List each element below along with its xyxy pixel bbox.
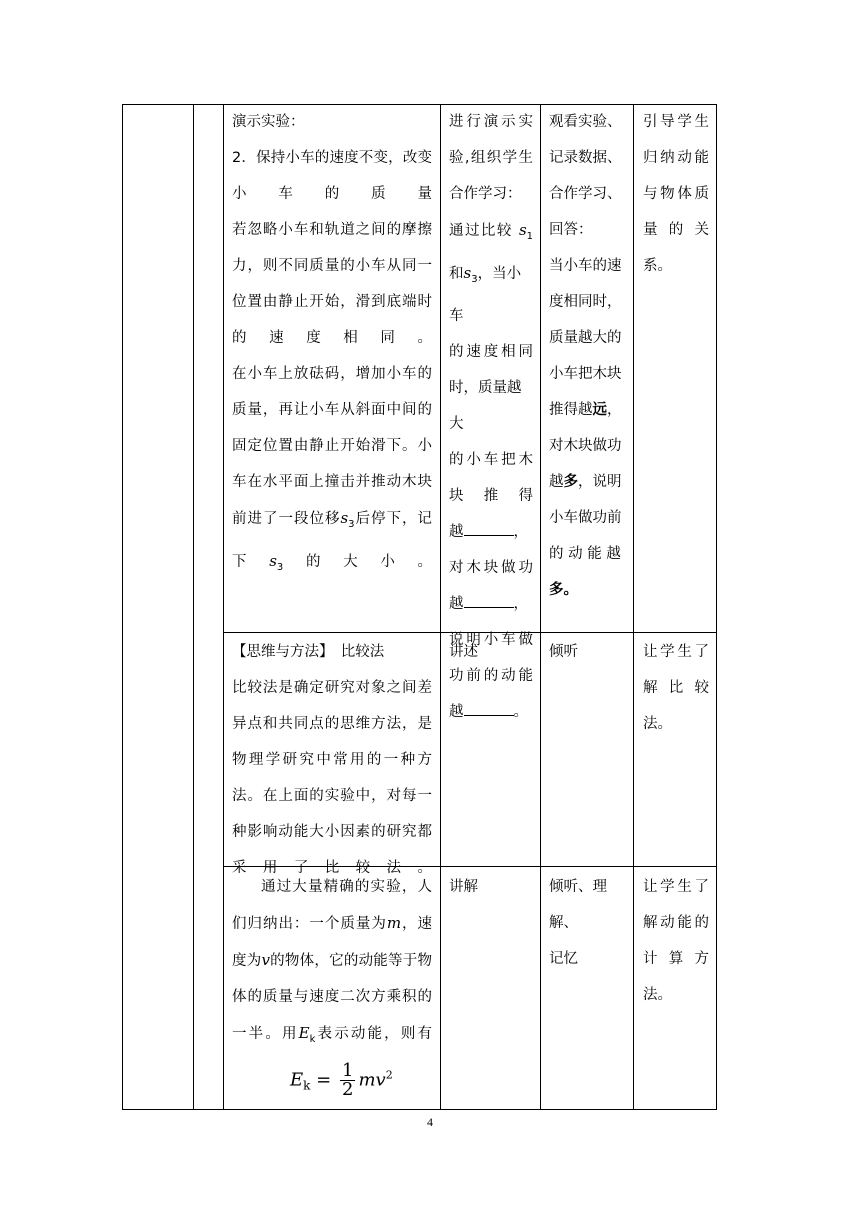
student-text: 小车做功前 [549,510,622,526]
student-activity-cell [549,634,627,670]
table-border-right [716,104,717,1110]
student-text: 多。 [549,582,578,598]
teacher-text: 的小车把木 [449,452,533,468]
experiment-heading: 演示实验： [232,114,305,130]
purpose-text: 让学生了 [643,644,709,660]
experiment-paragraph: 在小车上放砝码，增加小车的质量，再让小车从斜面中间的固定位置由静止开始滑下。小车在水平面上撞击并推动木块前进了一段位移$s_3$后停下，记下$s_3$的大小。 [232,366,433,573]
purpose-text: 归纳动能 [643,150,709,166]
teacher-text: 通过比较 $s_1$ [449,221,534,242]
table-border-bottom [122,1109,717,1110]
teacher-text: 对木块做功 [449,560,533,576]
experiment-paragraph: 若忽略小车和轨道之间的摩擦力，则不同质量的小车从同一位置由静止开始，滑到底端时的速度相同。 [232,222,432,346]
purpose-cell [643,634,709,742]
purpose-cell [643,104,709,284]
kinetic-energy-formula: $E_k$ = $\frac{1}{2}$ $mv^2$ [290,1060,393,1100]
student-activity-cell [549,104,627,608]
content-cell-method [232,634,432,886]
fill-blank-line: 越 ， [449,586,533,622]
purpose-text: 与物体质 [643,186,709,202]
student-text: 观看实验、 [549,114,622,130]
teacher-text: 的速度相同 [449,344,533,360]
student-text: 对木块做功 [549,438,622,454]
variable-s: s [269,552,277,570]
purpose-cell [643,869,709,1013]
student-text: 倾听、理解、 [549,879,607,931]
student-text: 小车把木块 [549,366,622,382]
student-text: 倾听 [549,644,578,660]
student-text: 越多，说明 [549,474,622,490]
purpose-text: 解 比 较 [643,680,709,696]
experiment-step: 2．保持小车的速度不变，改变小车的质量 [232,150,432,202]
answer-blank [464,593,514,608]
purpose-text: 计 算 方 [643,951,709,967]
method-heading: 【思维与方法】 比较法 [232,644,385,660]
student-text: 合作学习、 [549,186,622,202]
page-number: 4 [427,1115,433,1129]
purpose-text: 让学生了 [643,879,709,895]
teacher-text: 讲解 [449,879,478,895]
teacher-text: 讲述 [449,644,478,660]
teacher-activity-cell [449,869,533,905]
answer-blank [464,701,514,716]
teacher-text: 功前的动能 [449,668,533,684]
purpose-text: 系。 [643,258,672,274]
teacher-text: 和$s_3$，当小车 [449,264,522,324]
teacher-activity-cell [449,634,533,670]
student-text: 记忆 [549,951,578,967]
student-text: 推得越远， [549,402,622,418]
content-cell-formula [232,869,432,1058]
student-activity-cell [549,869,633,977]
teacher-text: 说明小车做 [449,632,533,648]
student-text: 度相同时， [549,294,622,310]
table-divider [633,104,634,1110]
fill-blank-line: 越 。 [449,694,533,730]
fraction-one-half: $\frac{1}{2}$ [341,1060,354,1100]
purpose-text: 解动能的 [643,915,709,931]
table-border-left [122,104,123,1110]
teacher-text: 块 推 得 [449,488,533,504]
student-text: 质量越大的 [549,330,622,346]
student-text: 当小车的速 [549,258,622,274]
teacher-text: 时，质量越大 [449,380,522,432]
variable-s: s [340,509,349,527]
purpose-text: 法。 [643,716,672,732]
purpose-text: 量 的 关 [643,222,709,238]
purpose-text: 法。 [643,987,672,1003]
purpose-text: 引导学生 [643,114,709,130]
student-text: 回答： [549,222,593,238]
formula-paragraph: 通过大量精确的实验，人们归纳出：一个质量为m，速度为v的物体，它的动能等于物体的质量与速度二次方乘积的一半。用$E_k$表示动能，则有 [232,879,433,1045]
student-text: 的 动 能 越 [549,546,621,562]
fill-blank-line: 越 ， [449,514,533,550]
table-divider [193,104,194,1110]
content-cell-experiment [232,104,432,586]
table-divider [540,104,541,1110]
method-paragraph: 比较法是确定研究对象之间差异点和共同点的思维方法，是物理学研究中常用的一种方法。在上面的实验中，对每一种影响动能大小因素的研究都采用了比较法。 [232,680,432,876]
teacher-text: 进行演示实 [449,114,533,130]
answer-blank [464,521,514,536]
teacher-text: 验,组织学生 [449,150,533,166]
student-text: 记录数据、 [549,150,622,166]
teacher-text: 合作学习： [449,186,522,202]
table-divider [223,104,224,1110]
table-divider [440,104,441,1110]
